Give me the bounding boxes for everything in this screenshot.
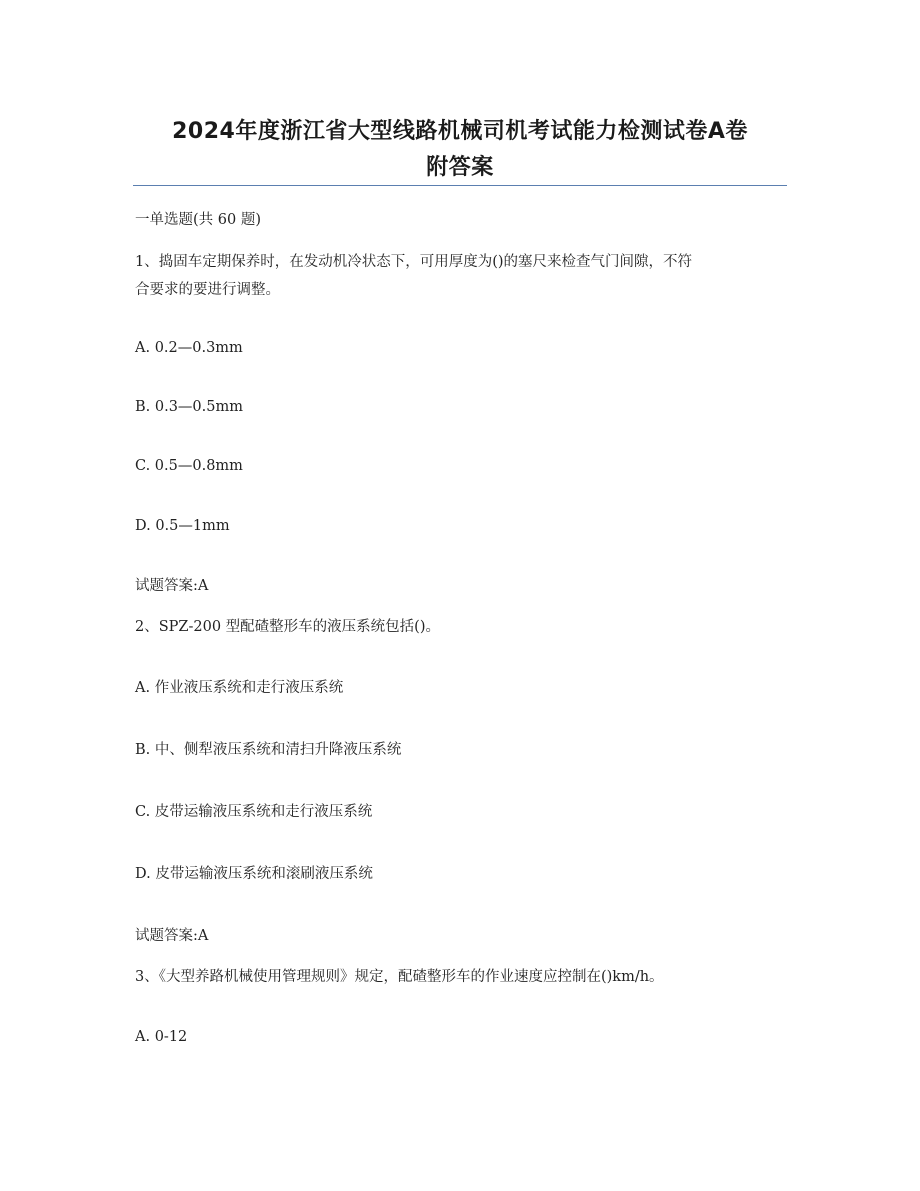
question-2-option-a: A. 作业液压系统和走行液压系统 <box>135 680 344 696</box>
title-line-1: 2024年度浙江省大型线路机械司机考试能力检测试卷A卷 <box>172 119 748 144</box>
question-3-option-a: A. 0-12 <box>135 1029 188 1045</box>
question-2-option-d: D. 皮带运输液压系统和滚刷液压系统 <box>135 866 373 882</box>
question-2-option-b: B. 中、侧犁液压系统和清扫升降液压系统 <box>135 742 402 758</box>
title-divider <box>133 185 787 186</box>
question-1-option-d: D. 0.5—1mm <box>135 518 230 534</box>
question-1-option-c: C. 0.5—0.8mm <box>135 458 243 474</box>
question-1-option-b: B. 0.3—0.5mm <box>135 399 243 415</box>
question-1-stem-line-2: 合要求的要进行调整。 <box>135 282 280 298</box>
question-1-answer: 试题答案:A <box>135 578 209 594</box>
title-line-2: 附答案 <box>426 155 494 180</box>
question-3-stem: 3、《大型养路机械使用管理规则》规定，配碴整形车的作业速度应控制在()km/h。 <box>135 969 664 985</box>
question-1-stem-line-1: 1、捣固车定期保养时，在发动机冷状态下，可用厚度为()的塞尺来检查气门间隙，不符 <box>135 254 693 270</box>
section-heading: 一单选题(共 60 题) <box>135 212 261 228</box>
document-title <box>133 114 787 186</box>
question-2-answer: 试题答案:A <box>135 928 209 944</box>
question-2-stem: 2、SPZ-200 型配碴整形车的液压系统包括()。 <box>135 619 440 635</box>
question-2-option-c: C. 皮带运输液压系统和走行液压系统 <box>135 804 373 820</box>
question-1-option-a: A. 0.2—0.3mm <box>135 340 243 356</box>
